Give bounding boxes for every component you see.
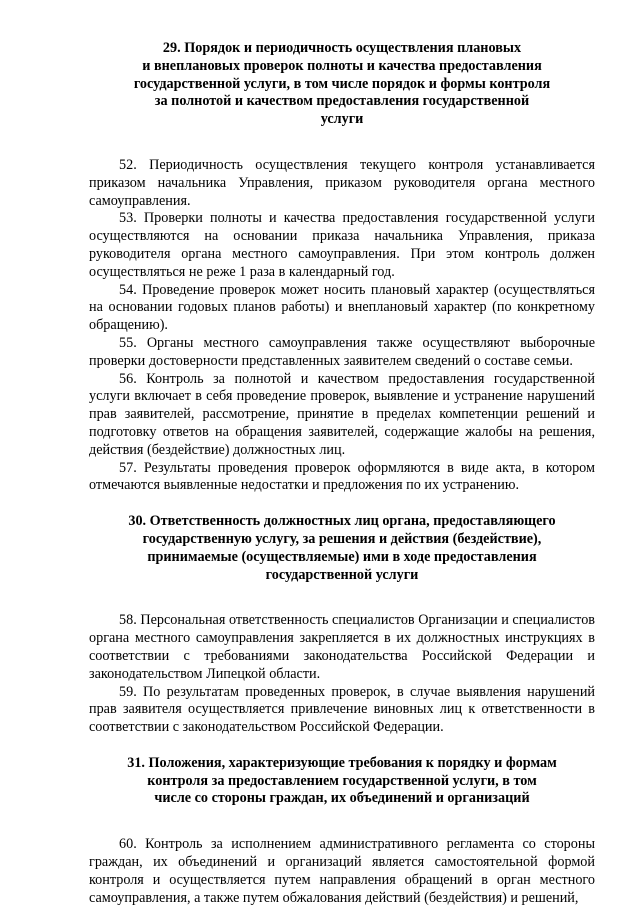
section-29-title [89, 40, 595, 129]
paragraph-58: 58. Персональная ответственность специалистов Организации и специалистов органа местного самоуправления закрепляется в их должностных инструкциях в соответствии с требованиями законодательства Российской Федерации и законодательством Липецкой области. [89, 612, 595, 682]
paragraph-57: 57. Результаты проведения проверок оформляются в виде акта, в котором отмечаются выявленные недостатки и предложения по их устранению. [89, 459, 595, 494]
section-title-line: за полнотой и качеством предоставления государственной [154, 93, 530, 110]
section-title-line: принимаемые (осуществляемые) ими в ходе предоставления [147, 548, 537, 565]
section-title-line: 31. Положения, характеризующие требования к порядку и формам [127, 754, 557, 771]
section-30-title [89, 513, 595, 584]
document-page [89, 40, 595, 907]
paragraph-60: 60. Контроль за исполнением административного регламента со стороны граждан, их объединений и организаций является самостоятельной формой контроля и осуществляется путем направления обращений в орган местного самоуправления, а также путем обжалования действий (бездействия) и решений, [89, 836, 595, 906]
paragraph-59: 59. По результатам проведенных проверок, в случае выявления нарушений прав заявителя осуществляется привлечение виновных лиц к ответственности в соответствии с законодательством Российской Федерации. [89, 683, 595, 736]
paragraph-53: 53. Проверки полноты и качества предоставления государственной услуги осуществляются на основании приказа начальника Управления, приказа руководителя органа местного самоуправления. При этом контроль должен осуществляться не реже 1 раза в календарный год. [89, 210, 595, 280]
section-title-line: числе со стороны граждан, их объединений и организаций [154, 790, 530, 807]
section-title-line: 30. Ответственность должностных лиц органа, предоставляющего [128, 513, 556, 530]
section-title-line: государственной услуги, в том числе порядок и формы контроля [133, 75, 551, 92]
section-title-line: услуги [320, 111, 364, 128]
section-title-line: и внеплановых проверок полноты и качества предоставления [142, 57, 542, 74]
section-title-line: государственной услуги [265, 566, 419, 583]
paragraph-54: 54. Проведение проверок может носить плановый характер (осуществляться на основании годовых планов работы) и внеплановый характер (по конкретному обращению). [89, 281, 595, 334]
section-title-line: контроля за предоставлением государственной услуги, в том [147, 772, 537, 789]
paragraph-55: 55. Органы местного самоуправления также осуществляют выборочные проверки достоверности представленных заявителем сведений о составе семьи. [89, 334, 595, 369]
paragraph-52: 52. Периодичность осуществления текущего контроля устанавливается приказом начальника Управления, приказом руководителя органа местного самоуправления. [89, 156, 595, 209]
section-title-line: государственную услугу, за решения и действия (бездействие), [142, 530, 542, 547]
paragraph-56: 56. Контроль за полнотой и качеством предоставления государственной услуги включает в себя проведение проверок, выявление и устранение нарушений прав заявителей, рассмотрение, принятие в пределах компетенции решений и подготовку ответов на обращения заявителей, содержащие жалобы на решения, действия (бездействие) должностных лиц. [89, 370, 595, 458]
section-31-title [89, 755, 595, 808]
section-title-line: 29. Порядок и периодичность осуществления плановых [162, 40, 522, 56]
